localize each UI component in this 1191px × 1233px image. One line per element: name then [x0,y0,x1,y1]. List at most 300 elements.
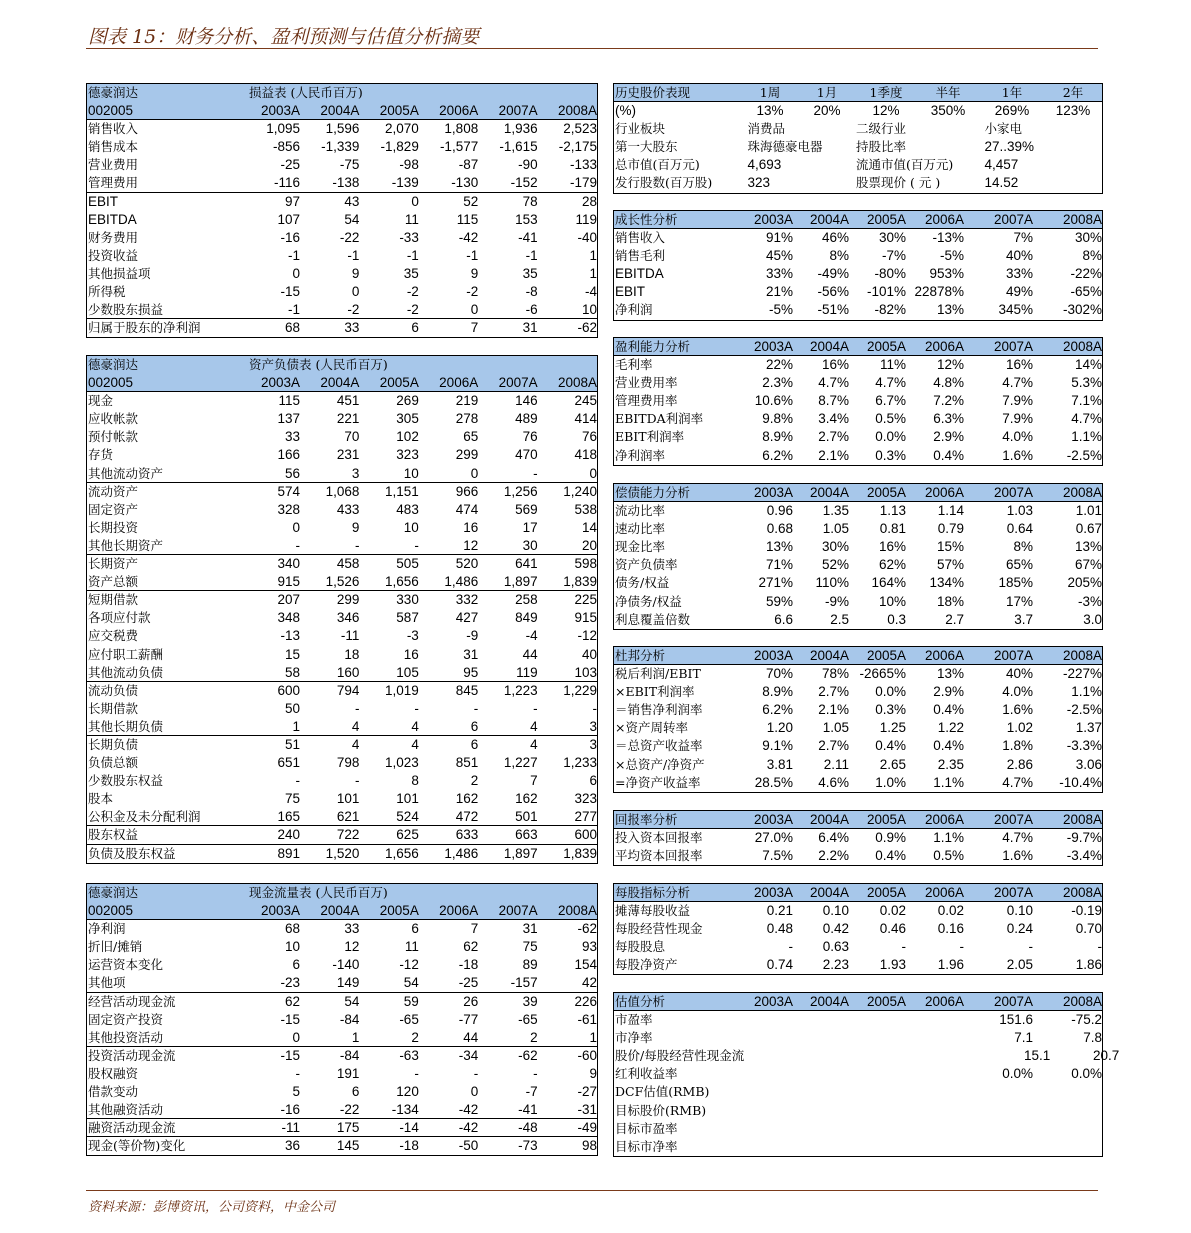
value-cell: 0 [470,1084,479,1100]
value-cell: - [414,537,419,553]
table-row [87,446,597,464]
value-cell: 26 [463,993,479,1009]
row-label: 应收帐款 [88,411,139,427]
year-header-row [87,102,597,120]
value-cell: -2 [347,302,360,318]
period-header: 1月 [816,85,838,100]
value-cell: 299 [455,447,479,463]
table-row [87,211,597,229]
value-cell: -9 [466,628,479,644]
table-row [87,138,597,156]
row-label: 资产总额 [88,574,139,590]
value-cell: 0.10 [822,903,849,919]
value-cell: -75 [339,157,360,173]
value-cell: 3.7 [1014,611,1033,627]
row-label: 其他长期资产 [88,537,164,553]
value-cell: 1 [589,265,597,281]
year-header: 2008A [557,903,597,919]
value-cell: -62 [518,1047,538,1063]
value-cell: 20 [581,537,597,553]
value-cell: 0 [292,519,301,535]
table-row [614,392,1102,410]
value-cell: 7% [1013,230,1033,246]
value-cell: 2.05 [1006,957,1033,973]
value-cell [793,1083,849,1101]
value-cell: -5% [939,248,964,264]
table-row [87,1137,597,1155]
value-cell: -62 [577,921,597,937]
value-cell: -1 [288,302,301,318]
year-header: 2006A [439,903,479,919]
per-share-table [613,883,1103,975]
table-row [614,1029,1102,1047]
value-cell: -140 [332,957,360,973]
row-label: 其他流动资产 [88,465,164,481]
value-cell: -4 [584,284,597,300]
value-cell: 10 [285,939,301,955]
value-cell: 75 [522,939,538,955]
year-header: 2006A [924,485,964,500]
value-cell: 348 [277,610,301,626]
info-row [614,156,1102,174]
value-cell: 598 [574,556,597,572]
row-label: 少数股东损益 [88,302,164,318]
value-cell: 277 [574,809,597,825]
value-cell: 0.24 [1006,921,1033,937]
value-cell: 101 [336,791,360,807]
value-cell: 4.7% [875,375,906,391]
table-row [87,682,597,700]
value-cell: 6.2% [762,447,793,463]
value-cell: 5 [292,1084,301,1100]
row-label: 现金(等价物)变化 [88,1138,186,1154]
value-cell: 0.46 [879,921,906,937]
footer-divider [86,1190,1098,1191]
row-label: 市盈率 [615,1012,653,1028]
value-cell: 15 [285,646,301,662]
value-cell [964,1138,1033,1156]
value-cell: -22% [1070,266,1102,282]
value-cell: - [592,700,597,716]
value-cell: -16 [280,1102,301,1118]
value-cell: - [414,1065,419,1081]
value-cell: 1,656 [385,574,419,590]
value-cell: 40 [581,646,597,662]
row-label: 应交税费 [88,628,139,644]
value-cell [849,1065,906,1083]
stock-code: 002005 [88,375,134,391]
value-cell: -2,175 [558,139,597,155]
row-label: 经营活动现金流 [88,993,176,1009]
value-cell: -13 [280,628,301,644]
year-header: 2003A [753,994,793,1009]
value-cell: -65 [518,1011,538,1027]
value-cell: 851 [455,755,479,771]
value-cell: 145 [336,1138,360,1154]
row-label: 长期负债 [88,736,139,752]
value-cell: 4.7% [1002,375,1033,391]
value-cell: 0.42 [822,921,849,937]
value-cell: 1.03 [1006,503,1033,519]
year-header: 2003A [753,212,793,227]
year-header: 2006A [924,212,964,227]
value-cell: 51 [285,736,301,752]
value-cell: 0 [292,1029,301,1045]
year-header: 2004A [809,212,849,227]
row-label: 净债务/权益 [615,593,682,609]
value-cell: -1 [466,247,479,263]
info-value: 323 [747,175,770,191]
row-label: 资产负债率 [615,557,678,573]
value-cell [1033,1138,1102,1156]
value-cell [849,1102,906,1120]
value-cell: 65% [1005,557,1033,573]
value-cell: 0.0% [875,684,906,700]
value-cell: 30% [821,539,849,555]
year-header: 2005A [866,212,906,227]
value-cell: - [959,939,964,955]
value-cell: 4.0% [1002,429,1033,445]
value-cell: 207 [277,592,301,608]
value-cell: 28.5% [754,774,793,790]
value-cell: 1,596 [325,121,360,137]
row-label: 短期借款 [88,592,139,608]
value-cell: -856 [273,139,301,155]
year-header: 2005A [379,103,419,119]
row-label: (%) [615,103,636,119]
value-cell: 107 [277,211,301,227]
table-row [87,808,597,826]
value-cell: 663 [515,827,538,843]
value-cell: 16 [403,646,419,662]
table-row [87,591,597,609]
section-header-row [614,484,1102,502]
value-cell: -1,577 [439,139,479,155]
value-cell: 6.3% [933,411,964,427]
row-label: 销售成本 [88,139,139,155]
info-label: 第一大股东 [615,139,678,155]
year-header: 2003A [753,812,793,827]
year-header: 2003A [753,485,793,500]
value-cell: 13% [765,539,793,555]
value-cell: 162 [515,791,538,807]
value-cell: 33 [344,921,360,937]
row-label: 少数股东权益 [88,773,164,789]
value-cell: -98 [399,157,419,173]
value-cell: 50 [285,700,301,716]
table-row [614,520,1102,538]
value-cell: -1 [347,247,360,263]
value-cell: 6 [589,773,597,789]
value-cell: -9% [824,593,849,609]
value-cell [964,1083,1033,1101]
year-header: 2007A [993,339,1033,354]
value-cell: -11 [281,1120,301,1136]
value-cell: -18 [399,1138,419,1154]
row-label: 所得税 [88,284,126,300]
value-cell: 2 [470,773,479,789]
value-cell: 1,520 [325,845,360,861]
value-cell: 166 [277,447,301,463]
value-cell: - [533,700,538,716]
value-cell: 40% [1005,248,1033,264]
value-cell: -227% [1062,666,1102,682]
value-cell: -65 [399,1011,419,1027]
value-cell: 16% [1005,357,1033,373]
table-row [614,701,1102,719]
value-cell: 2.11 [823,756,849,772]
value-cell: -65% [1070,284,1102,300]
value-cell: 22878% [914,284,964,300]
section-title: 现金流量表 (人民币百万) [249,885,388,900]
row-label: 其他损益项 [88,265,151,281]
value-cell: 4 [530,736,538,752]
value-cell: 30% [1074,230,1102,246]
value-cell: 123% [1055,103,1091,119]
row-label: ＝总资产收益率 [615,738,703,754]
value-cell [810,1047,866,1065]
value-cell: -12 [399,957,419,973]
section-title: 估值分析 [615,994,666,1009]
value-cell: 0.3% [875,702,906,718]
value-cell: 1.02 [1006,720,1033,736]
table-row [87,790,597,808]
value-cell: 35 [403,265,419,281]
row-label: 流动比率 [615,503,666,519]
year-header: 2006A [924,885,964,900]
value-cell: 17 [522,519,538,535]
table-row [614,593,1102,611]
value-cell: 2.1% [818,447,849,463]
table-row [614,847,1102,865]
year-header: 2005A [866,885,906,900]
value-cell: 28 [581,193,597,209]
value-cell: 587 [396,610,419,626]
year-header: 2008A [1062,339,1102,354]
value-cell: 4 [411,718,419,734]
section-header-row [614,647,1102,665]
row-label: =净资产收益率 [615,774,701,790]
year-header: 2005A [379,375,419,391]
row-label: 净利润率 [615,447,666,463]
value-cell: 146 [515,393,538,409]
value-cell: 6.4% [818,830,849,846]
table-row [87,845,597,863]
value-cell: 332 [455,592,479,608]
info-row [614,120,1102,138]
row-label: 其他长期负债 [88,718,164,734]
value-cell: 1.25 [879,720,906,736]
value-cell [793,1120,849,1138]
table-row [614,447,1102,465]
row-label: 红利收益率 [615,1066,678,1082]
row-label: 投入资本回报率 [615,830,703,846]
table-row [614,1065,1102,1083]
table-row [87,428,597,446]
table-row [614,502,1102,520]
value-cell: 7 [470,921,479,937]
value-cell: -27 [577,1084,597,1100]
value-cell: -48 [518,1120,538,1136]
value-cell: 953% [929,266,964,282]
source-note: 资料来源：彭博资讯，公司资料，中金公司 [88,1200,336,1215]
value-cell: 9.8% [762,411,793,427]
row-label: 销售毛利 [615,248,666,264]
value-cell: 5.3% [1071,375,1102,391]
value-cell: 33% [765,266,793,282]
value-cell: -4 [525,628,538,644]
row-label: 税后利润/EBIT [615,666,701,682]
row-label: 负债及股东权益 [88,845,176,861]
period-header: 2年 [1062,85,1084,100]
value-cell: 1.8% [1002,738,1033,754]
row-label: 市净率 [615,1030,653,1046]
value-cell: 1 [589,1029,597,1045]
value-cell: 52% [821,557,849,573]
value-cell: - [354,773,360,789]
value-cell: 345% [998,302,1033,318]
table-row [87,501,597,519]
value-cell: -56% [817,284,849,300]
value-cell: 68 [285,320,301,336]
value-cell: 4.6% [818,774,849,790]
value-cell: 600 [574,827,597,843]
value-cell: -87 [458,157,479,173]
value-cell: -84 [339,1011,360,1027]
value-cell: 3 [351,465,360,481]
value-cell: -1 [525,247,538,263]
info-label: 股票现价 ( 元 ) [856,175,941,191]
info-label: 流通市值(百万元) [856,157,954,173]
year-header: 2005A [866,994,906,1009]
value-cell: 1.05 [822,720,849,736]
row-label: EBIT利润率 [615,429,685,445]
value-cell: 33 [285,429,301,445]
value-cell: 0.48 [766,921,793,937]
table-row [87,974,597,992]
value-cell: 78 [522,193,538,209]
value-cell: 625 [396,827,419,843]
table-row [614,920,1102,938]
value-cell: 91% [765,230,793,246]
section-header-row [614,84,1102,102]
value-cell [727,1083,793,1101]
value-cell: 1.22 [937,720,964,736]
value-cell: 621 [336,809,360,825]
value-cell: 1.35 [822,503,849,519]
value-cell: -1 [288,247,301,263]
value-cell: 1.96 [937,957,964,973]
value-cell: 1.1% [1071,429,1102,445]
table-row [87,1047,597,1065]
value-cell: 1.86 [1075,957,1102,973]
value-cell: 13% [936,666,964,682]
value-cell: 4 [530,718,538,734]
value-cell: 651 [277,755,301,771]
row-label: 长期借款 [88,700,139,716]
row-label: 固定资产投资 [88,1011,164,1027]
value-cell: - [473,1065,479,1081]
info-value: 14.52 [984,175,1019,191]
value-cell: 0 [411,193,419,209]
growth-analysis-table [613,210,1103,321]
value-cell: 1,897 [503,845,538,861]
value-cell: 9 [589,1065,597,1081]
row-label: 毛利率 [615,357,653,373]
value-cell: - [1028,939,1033,955]
value-cell: 18 [344,646,360,662]
row-label: 每股股息 [615,939,666,955]
value-cell: 520 [455,556,479,572]
value-cell: 891 [277,845,301,861]
table-row [614,611,1102,629]
value-cell: -0.19 [1071,903,1102,919]
value-cell: 7.5% [762,848,793,864]
value-cell: 10 [403,465,419,481]
value-cell: 4 [351,736,360,752]
table-row [87,718,597,736]
value-cell: -116 [274,175,301,191]
year-header: 2007A [993,212,1033,227]
year-header: 2006A [924,339,964,354]
table-row [614,829,1102,847]
year-header: 2007A [993,648,1033,663]
value-cell: 54 [403,975,419,991]
table-row [87,1083,597,1101]
year-header: 2003A [753,648,793,663]
value-cell: 641 [515,556,538,572]
value-cell: 1.20 [766,720,793,736]
value-cell: 418 [574,447,597,463]
value-cell: 10% [878,593,906,609]
value-cell: 137 [277,411,301,427]
year-header: 2007A [498,103,538,119]
table-row [614,1083,1102,1101]
row-label: 目标市净率 [615,1138,678,1154]
value-cell: 185% [998,575,1033,591]
row-label: 每股净资产 [615,957,678,973]
value-cell: - [354,700,360,716]
value-cell: 0.5% [933,848,964,864]
value-cell: 95 [463,664,479,680]
value-cell: 154 [574,957,597,973]
value-cell [849,1120,906,1138]
value-cell: -5% [768,302,793,318]
value-cell: 0.02 [937,903,964,919]
row-label: 投资收益 [88,247,139,263]
value-cell: 633 [455,827,479,843]
table-row [87,283,597,301]
section-title: 回报率分析 [615,812,678,827]
value-cell: -42 [458,229,479,245]
value-cell: 2.9% [933,429,964,445]
value-cell: 30 [522,537,538,553]
row-label: 固定资产 [88,501,139,517]
value-cell [744,1047,810,1065]
value-cell: 4.7% [1002,830,1033,846]
value-cell [906,1029,964,1047]
value-cell: 115 [456,211,479,227]
value-cell: 472 [455,809,479,825]
period-header: 1周 [759,85,781,100]
value-cell [906,1083,964,1101]
stock-code: 002005 [88,103,134,119]
value-cell: 427 [455,610,479,626]
value-cell: 1,839 [563,845,597,861]
value-cell: 0.70 [1075,921,1102,937]
value-cell: 0.63 [822,939,849,955]
value-cell: 0.4% [875,738,906,754]
